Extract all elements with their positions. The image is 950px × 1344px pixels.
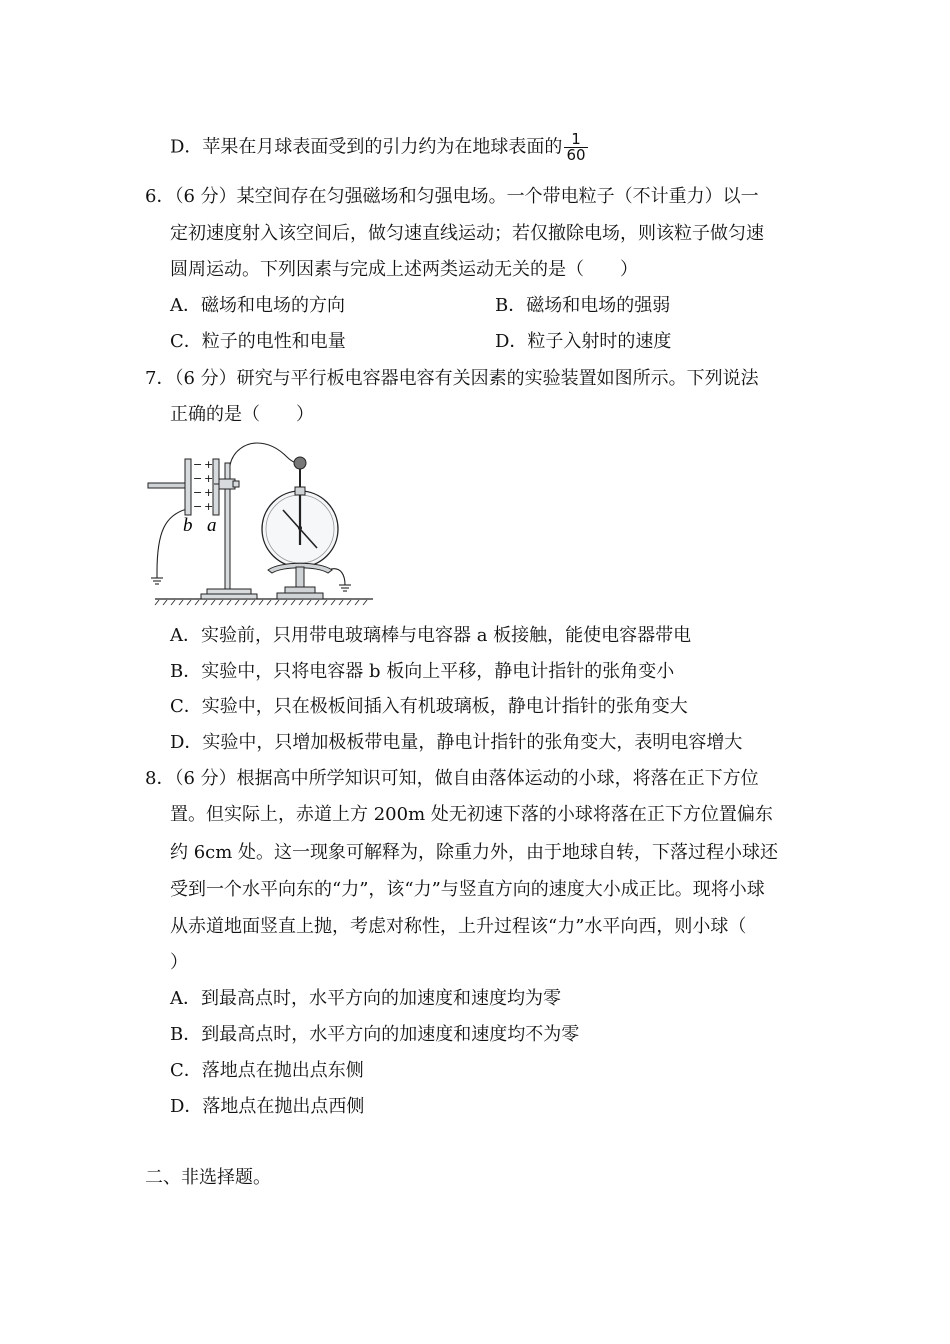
- q8-stem-line-5: 从赤道地面竖直上抛，考虑对称性，上升过程该“力”水平向西，则小球（: [170, 916, 747, 937]
- q5-option-d: [170, 132, 588, 163]
- q8-stem-line-1: 8．（6 分）根据高中所学知识可知，做自由落体运动的小球，将落在正下方位: [145, 768, 759, 789]
- svg-text:+: +: [204, 486, 214, 499]
- q6-stem-line-1: 6．（6 分）某空间存在匀强磁场和匀强电场。一个带电粒子（不计重力）以一: [145, 186, 759, 207]
- svg-text:−: −: [193, 486, 203, 499]
- svg-text:−: −: [193, 500, 203, 513]
- q7-stem-line-1: 7．（6 分）研究与平行板电容器电容有关因素的实验装置如图所示。下列说法: [145, 368, 759, 389]
- capacitor-electrometer-figure: [145, 437, 375, 609]
- fraction-one-sixtieth: [564, 132, 587, 163]
- q7-option-a: A．实验前，只用带电玻璃棒与电容器 a 板接触，能使电容器带电: [170, 625, 692, 646]
- plate-b: [185, 459, 191, 515]
- svg-text:−: −: [193, 458, 203, 471]
- svg-text:+: +: [204, 458, 214, 471]
- label-plate-a: a: [207, 515, 217, 536]
- q5-option-d-text: D．苹果在月球表面受到的引力约为在地球表面的: [170, 136, 563, 158]
- fraction-numerator: 1: [564, 132, 587, 148]
- fraction-denominator: 60: [566, 146, 586, 164]
- ground-symbol-right: [331, 569, 351, 591]
- q8-stem-line-6: ）: [170, 952, 188, 973]
- q7-option-d: D．实验中，只增加极板带电量，静电计指针的张角变大，表明电容增大: [170, 732, 743, 753]
- label-plate-b: b: [183, 515, 193, 536]
- plate-charges: [193, 458, 213, 513]
- q6-option-d: D．粒子入射时的速度: [495, 331, 672, 352]
- q8-stem-line-2: 置。但实际上，赤道上方 200m 处无初速下落的小球将落在正下方位置偏东: [170, 804, 773, 825]
- q8-stem-line-4: 受到一个水平向东的“力”，该“力”与竖直方向的速度大小成正比。现将小球: [170, 879, 765, 900]
- ground-surface: [155, 599, 373, 605]
- section-heading-nonchoice: 二、非选择题。: [145, 1167, 271, 1188]
- q6-stem-line-3: 圆周运动。下列因素与完成上述两类运动无关的是（ ）: [170, 259, 638, 280]
- connecting-wire: [230, 443, 300, 465]
- svg-text:+: +: [204, 500, 214, 513]
- q7-option-b: B．实验中，只将电容器 b 板向上平移，静电计指针的张角变小: [170, 661, 675, 682]
- ground-symbol-left: [151, 509, 187, 584]
- q8-stem-line-3: 约 6cm 处。这一现象可解释为，除重力外，由于地球自转，下落过程小球还: [170, 842, 779, 863]
- plate-a: [213, 459, 219, 515]
- q6-option-b: B．磁场和电场的强弱: [495, 295, 671, 316]
- q6-option-a: A．磁场和电场的方向: [170, 295, 345, 316]
- q7-stem-line-2: 正确的是（ ）: [170, 404, 314, 425]
- q6-option-c: C．粒子的电性和电量: [170, 331, 346, 352]
- q8-option-b: B．到最高点时，水平方向的加速度和速度均不为零: [170, 1024, 580, 1045]
- q7-option-c: C．实验中，只在极板间插入有机玻璃板，静电计指针的张角变大: [170, 696, 688, 717]
- electrometer: [262, 457, 338, 599]
- insulating-rod: [148, 483, 188, 488]
- svg-text:−: −: [193, 472, 203, 485]
- q8-option-d: D．落地点在抛出点西侧: [170, 1096, 365, 1117]
- q6-stem-line-2: 定初速度射入该空间后，做匀速直线运动；若仅撤除电场，则该粒子做匀速: [170, 223, 764, 244]
- q8-option-c: C．落地点在抛出点东侧: [170, 1060, 364, 1081]
- svg-text:+: +: [204, 472, 214, 485]
- q8-option-a: A．到最高点时，水平方向的加速度和速度均为零: [170, 988, 561, 1009]
